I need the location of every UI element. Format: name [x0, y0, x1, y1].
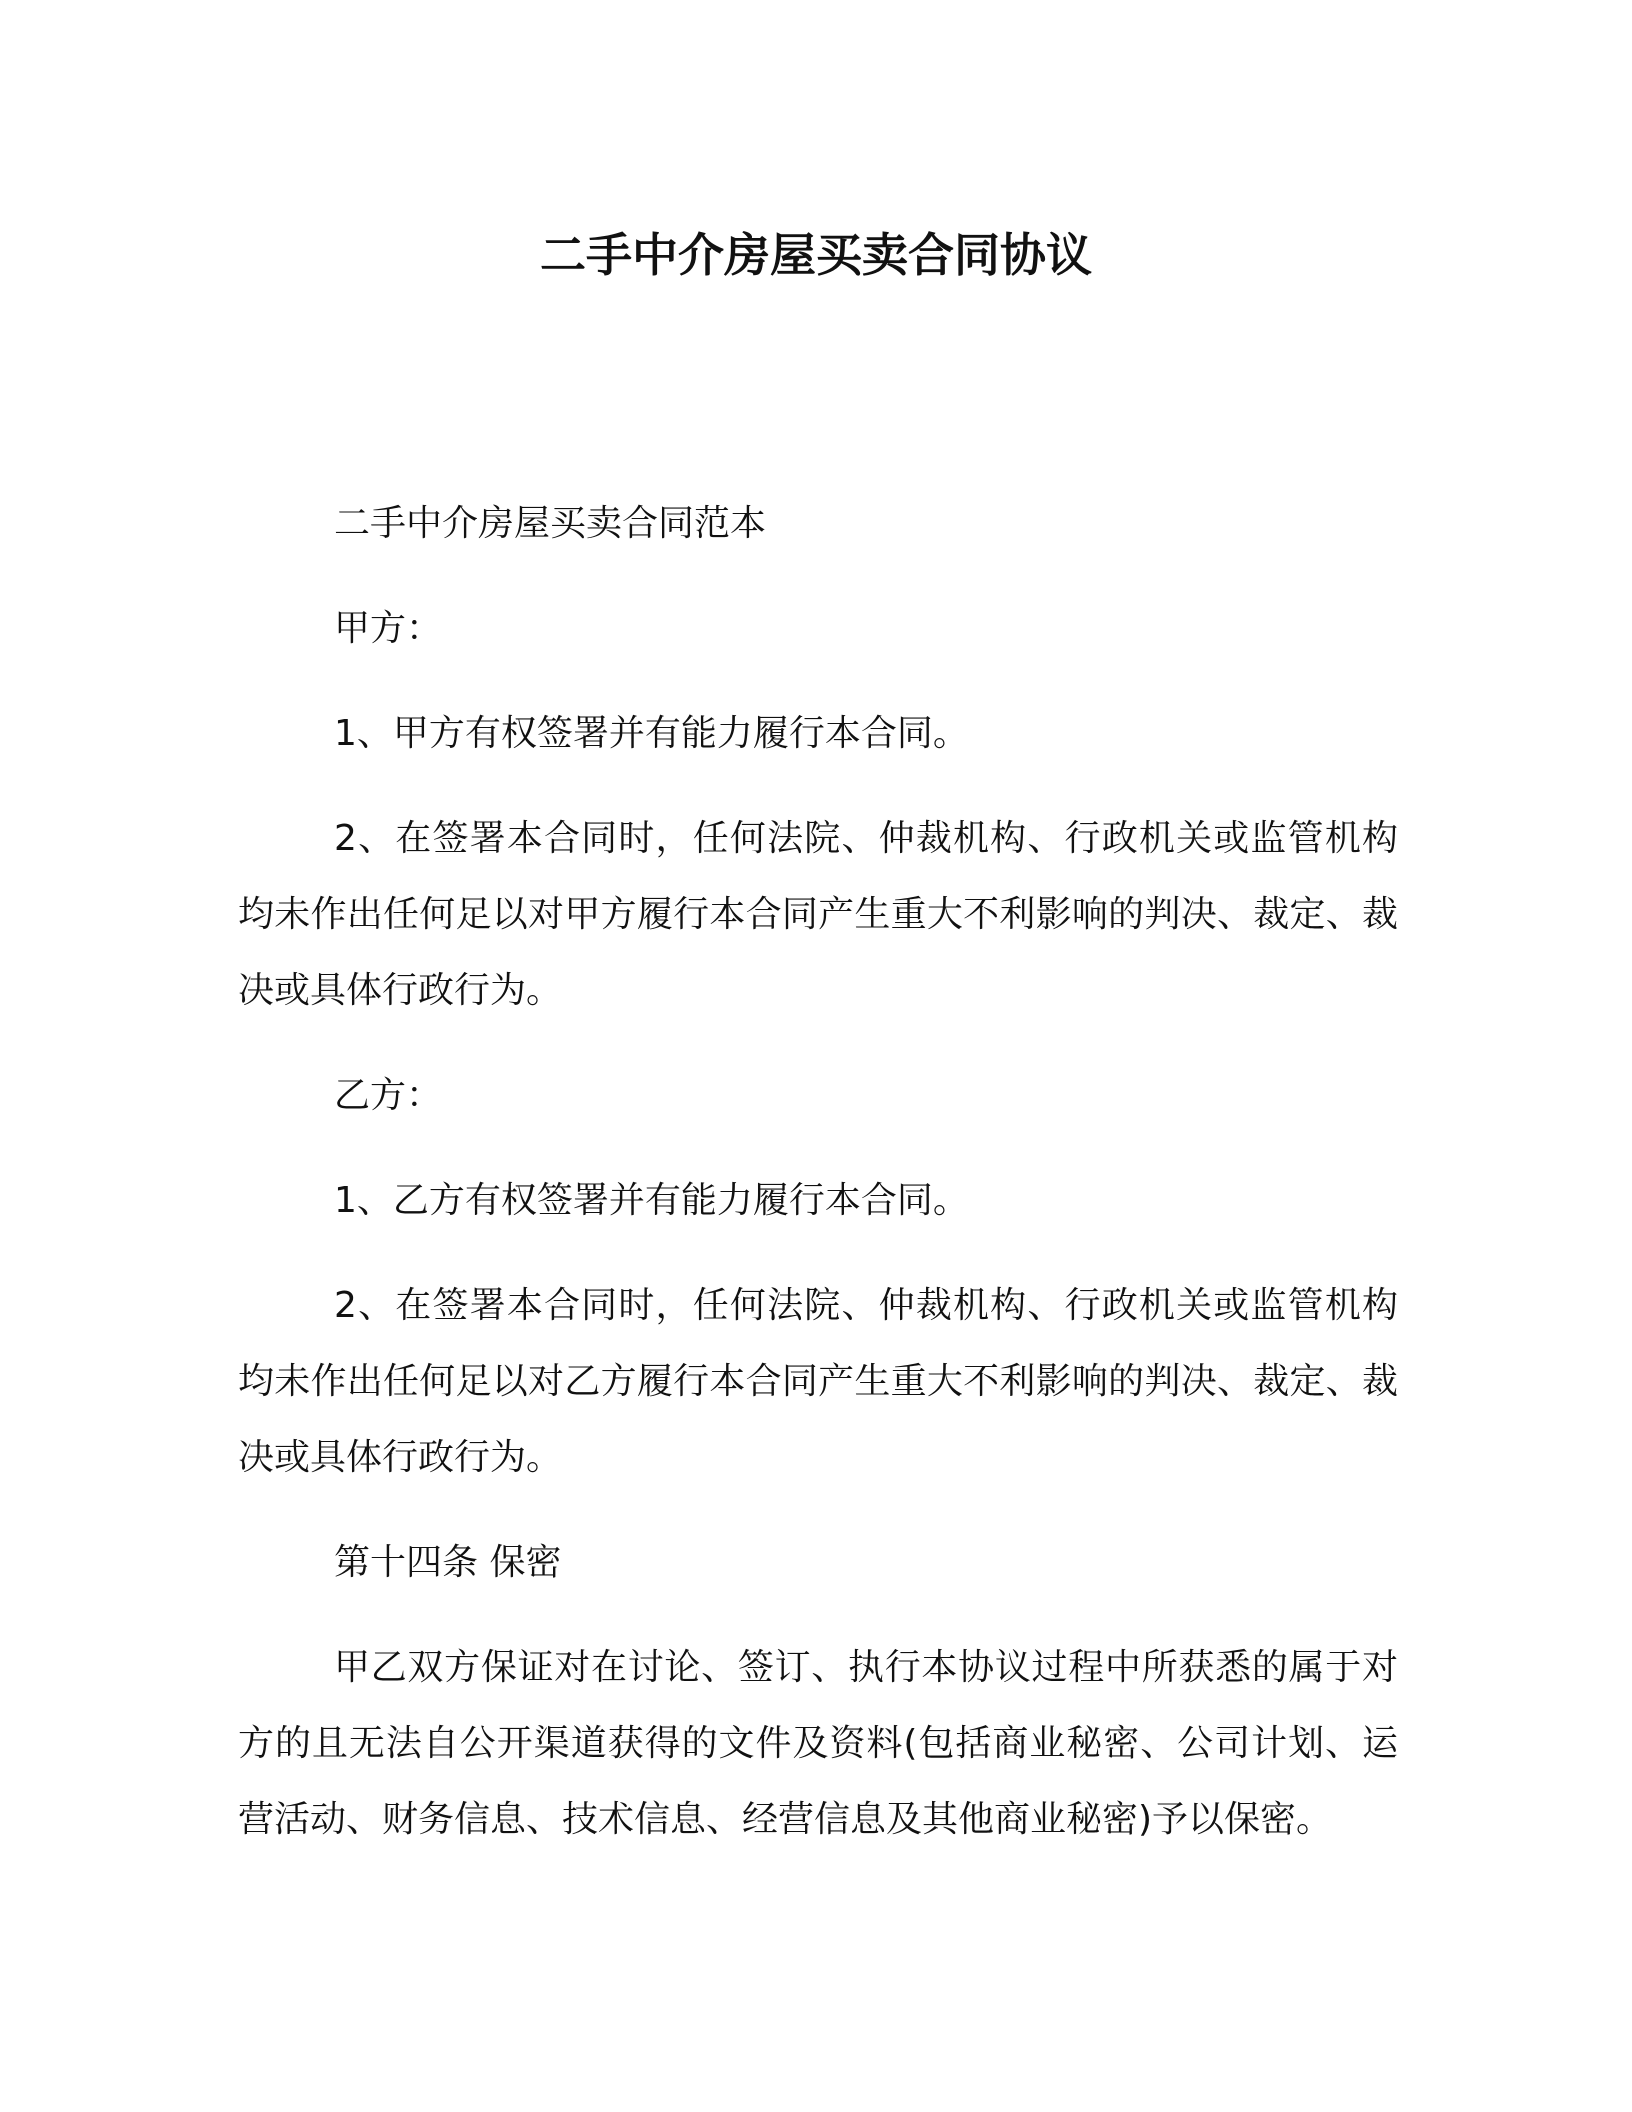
confidentiality-clause: 甲乙双方保证对在讨论、签订、执行本协议过程中所获悉的属于对方的且无法自公开渠道获得的文件及资料(包括商业秘密、公司计划、运营活动、财务信息、技术信息、经营信息及其他商业秘密)予以保密。 [238, 1647, 1398, 1840]
document-title: 二手中介房屋买卖合同协议 [540, 228, 1092, 282]
party-a-clause-2: 2、在签署本合同时，任何法院、仲裁机构、行政机关或监管机构均未作出任何足以对甲方履行本合同产生重大不利影响的判决、裁定、裁决或具体行政行为。 [238, 818, 1398, 1011]
document-body [238, 486, 1398, 1858]
section-heading: 二手中介房屋买卖合同范本 [334, 503, 767, 544]
party-b-label: 乙方： [334, 1075, 443, 1116]
party-b-clause-1: 1、乙方有权签署并有能力履行本合同。 [334, 1180, 969, 1221]
party-b-clause-2: 2、在签署本合同时，任何法院、仲裁机构、行政机关或监管机构均未作出任何足以对乙方履行本合同产生重大不利影响的判决、裁定、裁决或具体行政行为。 [238, 1285, 1398, 1478]
party-a-clause-1: 1、甲方有权签署并有能力履行本合同。 [334, 713, 969, 754]
party-a-label: 甲方： [334, 608, 443, 649]
article-14-heading: 第十四条 保密 [334, 1542, 562, 1583]
